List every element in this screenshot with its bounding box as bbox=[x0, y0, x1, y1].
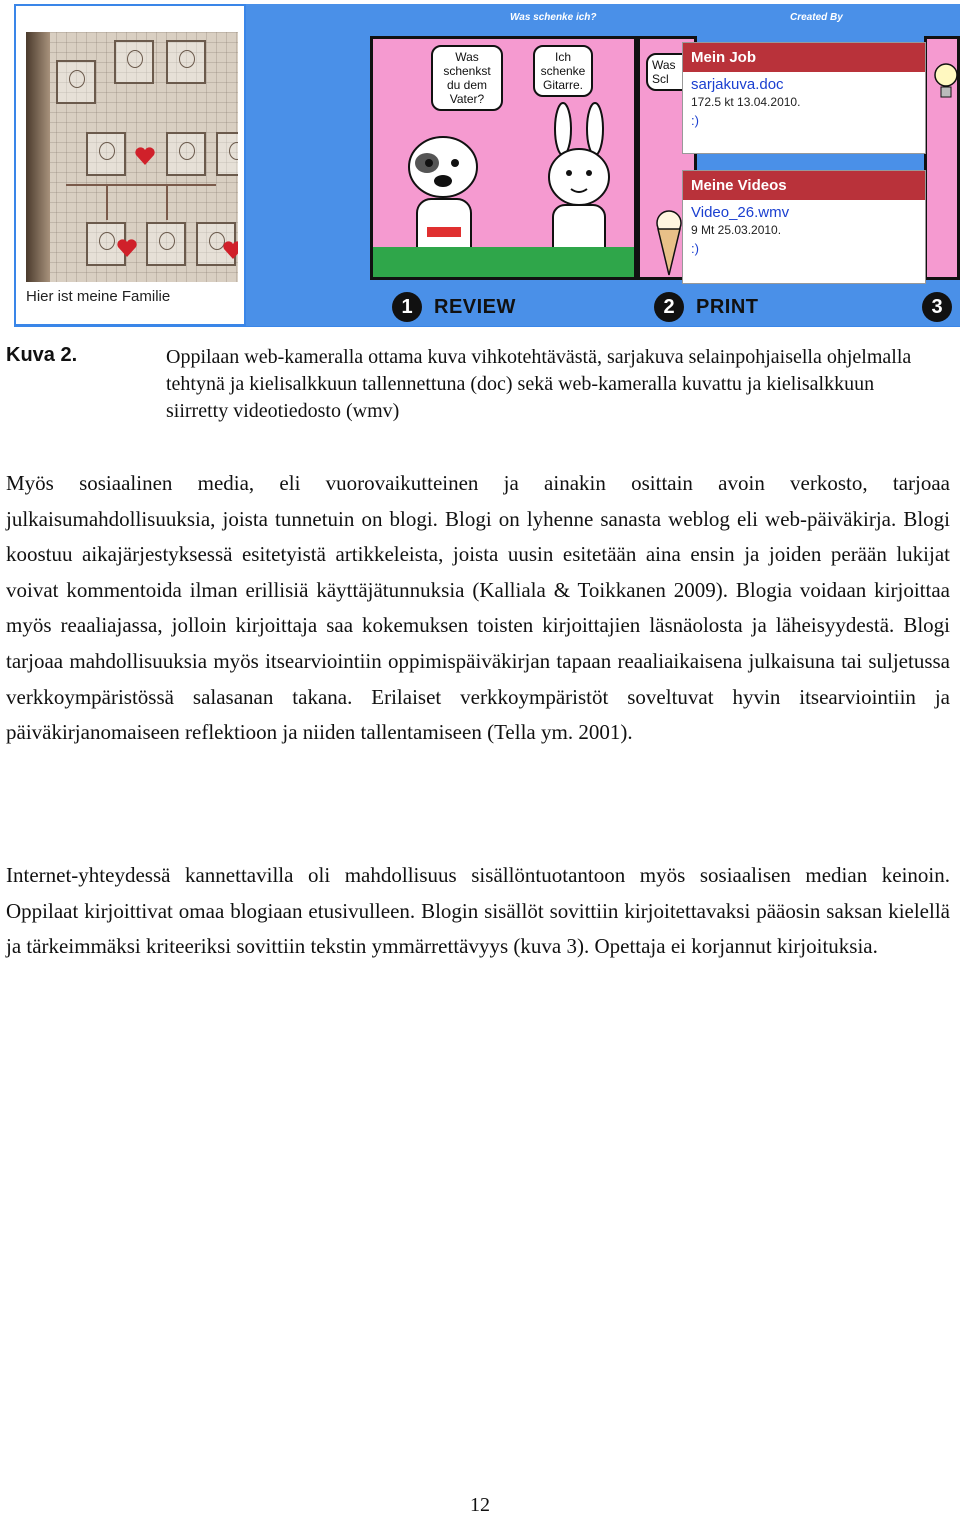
step-number: 1 bbox=[392, 292, 422, 322]
family-portrait bbox=[146, 222, 186, 266]
family-portrait bbox=[56, 60, 96, 104]
speech-bubble-rabbit: Ich schenke Gitarre. bbox=[533, 45, 593, 97]
notebook-binding-shadow bbox=[26, 32, 50, 282]
heart-icon bbox=[222, 240, 238, 260]
family-portrait bbox=[86, 132, 126, 176]
tree-line bbox=[166, 184, 168, 220]
webcam-photo-frame bbox=[14, 4, 246, 326]
step-number: 3 bbox=[922, 292, 952, 322]
comic-created-by: Created By bbox=[790, 12, 843, 23]
light-bulb-icon bbox=[933, 59, 959, 109]
notebook-photo bbox=[26, 32, 238, 282]
family-portrait bbox=[114, 40, 154, 84]
body-paragraph: Myös sosiaalinen media, eli vuorovaikutteinen ja ainakin osittain avoin verkosto, tarjoaa julkaisumahdollisuuksia, joista tunnetuin on blogi. Blogi on lyhenne sanasta weblog eli web-päiväkirja. Blogi koostuu aikajärjestyksessä esitetyistä artikkeleista, joista uusin esitetään aina ensin ja joiden perään lukijat voivat kommentoida ilman erillisiä käyttäjätunnuksia (Kalliala & Toikkanen 2009). Blogia voidaan kirjoittaa myös reaaliajassa, jolloin kirjoittaja saa kokemuksen toisten kirjoittajien läsnäolosta ja läheisyydestä. Blogi tarjoaa mahdollisuuksia myös itsearviointiin oppimispäiväkirjan tapaan reaaliaikaisena julkaisuna tai suljetussa verkkoympäristössä salasanan takana. Erilaiset verkkoympäristöt soveltuvat hyvin itsearviointiin ja päiväkirjanomaiseen reflektioon ja niiden tallentamiseen (Tella ym. 2001). bbox=[6, 471, 950, 745]
webcam-caption: Hier ist meine Familie bbox=[26, 288, 171, 305]
card-heading: Mein Job bbox=[683, 43, 925, 72]
portfolio-card-job bbox=[682, 42, 926, 154]
figure-caption-text: Oppilaan web-kameralla ottama kuva vihkotehtävästä, sarjakuva selainpohjaisella ohjelmalla tehtynä ja kielisalkkuun tallennettuna (doc) sekä web-kameralla kuvattu ja kielisalkkuun siirretty videotiedosto (wmv) bbox=[166, 346, 912, 422]
heart-icon bbox=[134, 146, 156, 166]
job-emoticon: :) bbox=[691, 113, 699, 128]
third-step-button[interactable] bbox=[922, 290, 952, 324]
figure-caption-label: Kuva 2. bbox=[6, 344, 78, 366]
comic-panel-1 bbox=[370, 36, 637, 280]
review-step-button[interactable] bbox=[392, 290, 516, 324]
step-label: PRINT bbox=[696, 295, 759, 318]
ice-cream-icon bbox=[654, 209, 684, 279]
job-file-link[interactable]: sarjakuva.doc bbox=[691, 76, 784, 93]
step-label: REVIEW bbox=[434, 295, 516, 318]
portfolio-card-videos bbox=[682, 170, 926, 284]
speech-bubble-dog: Was schenkst du dem Vater? bbox=[431, 45, 503, 111]
video-file-meta: 9 Mt 25.03.2010. bbox=[691, 223, 782, 237]
comic-title: Was schenke ich? bbox=[510, 12, 597, 23]
comic-floor bbox=[373, 247, 634, 277]
card-heading: Meine Videos bbox=[683, 171, 925, 200]
video-emoticon: :) bbox=[691, 241, 699, 256]
tree-line bbox=[66, 184, 216, 186]
video-file-link[interactable]: Video_26.wmv bbox=[691, 204, 790, 221]
heart-icon bbox=[116, 238, 138, 258]
page-number: 12 bbox=[470, 1494, 490, 1516]
family-portrait bbox=[166, 40, 206, 84]
speech-bubble-partial: Was Scl bbox=[646, 53, 697, 91]
step-number: 2 bbox=[654, 292, 684, 322]
job-file-meta: 172.5 kt 13.04.2010. bbox=[691, 95, 801, 109]
comic-panel-3 bbox=[924, 36, 960, 280]
family-portrait bbox=[216, 132, 238, 176]
family-portrait bbox=[166, 132, 206, 176]
print-step-button[interactable] bbox=[654, 290, 759, 324]
body-paragraph: Internet-yhteydessä kannettavilla oli mahdollisuus sisällöntuotantoon myös sosiaalisen median keinoin. Oppilaat kirjoittivat omaa blogiaan etusivulleen. Blogin sisällöt sovittiin kirjoitettavaksi pääosin saksan kielellä ja tärkeimmäksi kriteeriksi sovittiin tekstin ymmärrettävyys (kuva 3). Opettaja ei korjannut kirjoituksia. bbox=[6, 863, 950, 959]
figure-composite bbox=[14, 4, 960, 327]
tree-line bbox=[106, 184, 108, 220]
